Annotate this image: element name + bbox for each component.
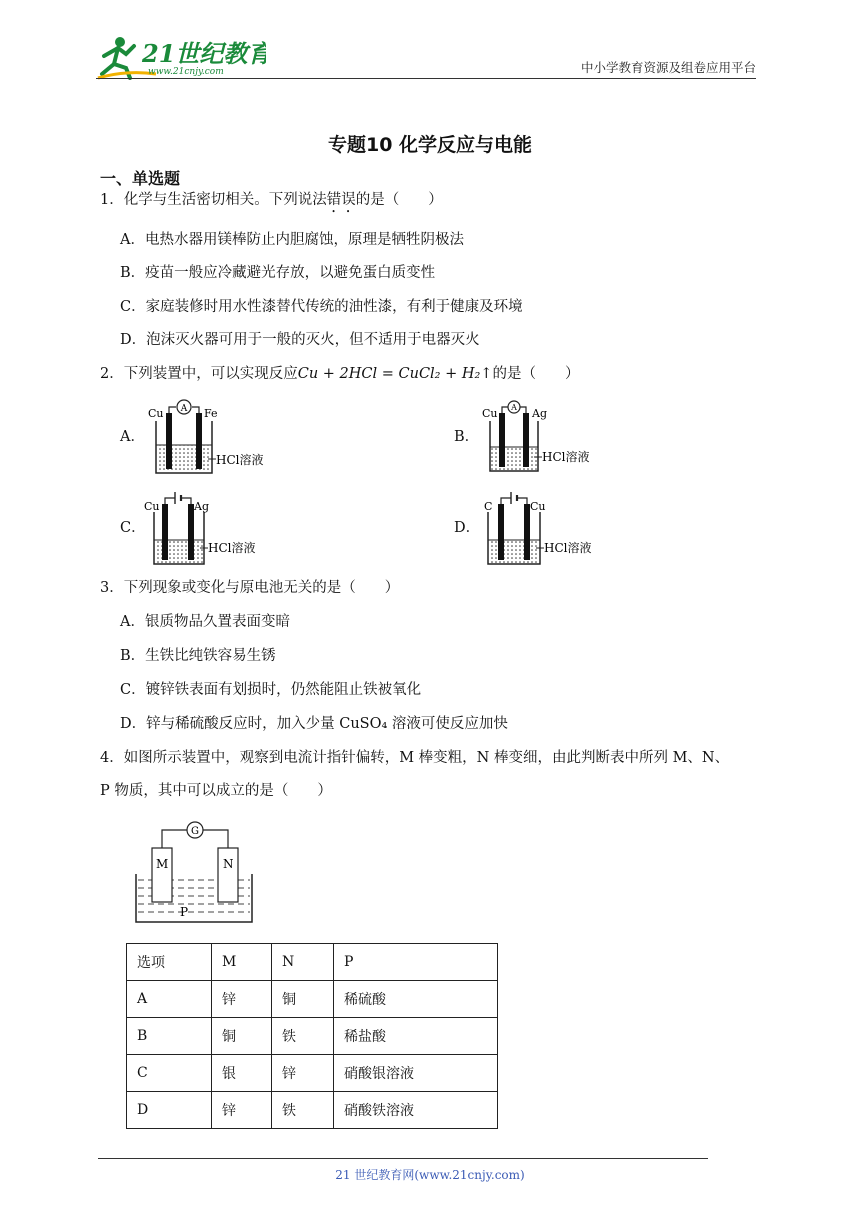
- table-cell: 铜: [212, 1018, 272, 1055]
- device-a-left-electrode: Cu: [148, 407, 164, 420]
- device-c-diagram: [144, 488, 274, 568]
- table-row: [127, 981, 498, 1018]
- page-title: 专题10 化学反应与电能: [327, 134, 533, 156]
- device-a-diagram: [146, 395, 276, 477]
- q4-left-electrode: M: [156, 857, 169, 871]
- table-header-cell: P: [334, 944, 498, 981]
- table-header-cell: N: [272, 944, 334, 981]
- device-d-diagram: [478, 488, 608, 568]
- device-b-left-electrode: Cu: [482, 407, 498, 420]
- q3-option-d: D．锌与稀硫酸反应时，加入少量 CuSO₄ 溶液可使反应加快: [120, 716, 508, 732]
- battery-icon: [511, 492, 517, 504]
- device-a-right-electrode: Fe: [204, 407, 218, 420]
- device-b-meter: A: [511, 403, 517, 412]
- table-cell: 铁: [272, 1092, 334, 1129]
- question-3-stem: 3．下列现象或变化与原电池无关的是（ ）: [100, 580, 400, 596]
- q2-label-a: A．: [120, 429, 145, 445]
- table-cell: 稀硫酸: [334, 981, 498, 1018]
- q1-option-d: D．泡沫灭火器可用于一般的灭火，但不适用于电器灭火: [120, 332, 480, 348]
- header-divider: [96, 78, 756, 79]
- footer-divider: [98, 1158, 708, 1159]
- q1-option-c: C．家庭装修时用水性漆替代传统的油性漆，有利于健康及环境: [120, 299, 523, 315]
- table-cell: 硝酸铁溶液: [334, 1092, 498, 1129]
- table-header-cell: 选项: [127, 944, 212, 981]
- table-cell: 银: [212, 1055, 272, 1092]
- device-a-meter: A: [180, 404, 188, 414]
- q2-label-b: B．: [454, 429, 480, 445]
- site-logo: [96, 34, 266, 80]
- question-4-stem-line2: P 物质，其中可以成立的是（ ）: [100, 783, 332, 799]
- q4-options-table: [126, 943, 498, 1129]
- q2-label-d: D．: [454, 520, 481, 536]
- table-header-cell: M: [212, 944, 272, 981]
- q1-suffix: 的是（ ）: [355, 192, 443, 208]
- table-header-row: [127, 944, 498, 981]
- device-b-right-electrode: Ag: [532, 407, 547, 420]
- q2-suffix: 的是（ ）: [492, 366, 580, 382]
- section-heading: 一、单选题: [100, 169, 181, 188]
- question-1-stem: [100, 190, 443, 216]
- table-cell: B: [127, 1018, 212, 1055]
- table-cell: 铁: [272, 1018, 334, 1055]
- table-cell: 锌: [272, 1055, 334, 1092]
- q3-option-c: C．镀锌铁表面有划损时，仍然能阻止铁被氧化: [120, 682, 422, 698]
- question-4-stem-line1: 4．如图所示装置中，观察到电流计指针偏转，M 棒变粗，N 棒变细，由此判断表中所列 M、N、: [100, 750, 730, 766]
- question-2-stem: [100, 364, 579, 384]
- battery-icon: [175, 492, 181, 504]
- logo-url: www.21cnjy.com: [148, 67, 224, 77]
- table-row: [127, 1092, 498, 1129]
- logo-text: 21世纪教育: [142, 39, 266, 68]
- table-cell: 硝酸银溶液: [334, 1055, 498, 1092]
- device-c-right-electrode: Ag: [194, 500, 209, 513]
- table-cell: 铜: [272, 981, 334, 1018]
- q4-solution-label: P: [180, 905, 189, 919]
- q4-right-electrode: N: [223, 857, 234, 871]
- table-cell: 锌: [212, 981, 272, 1018]
- device-d-right-electrode: Cu: [530, 500, 546, 513]
- q3-option-b: B．生铁比纯铁容易生锈: [120, 648, 276, 664]
- q2-equation: Cu + 2HCl = CuCl₂ + H₂↑: [297, 366, 493, 382]
- device-c-left-electrode: Cu: [144, 500, 160, 513]
- q1-option-b: B．疫苗一般应冷藏避光存放，以避免蛋白质变性: [120, 265, 436, 281]
- q3-option-a: A．银质物品久置表面变暗: [120, 614, 290, 630]
- table-cell: D: [127, 1092, 212, 1129]
- q4-meter-label: G: [191, 826, 199, 837]
- table-cell: 锌: [212, 1092, 272, 1129]
- device-b-diagram: [478, 395, 608, 477]
- q1-emphasis: 错误: [326, 192, 356, 208]
- q1-option-a: A．电热水器用镁棒防止内胆腐蚀，原理是牺牲阴极法: [120, 232, 464, 248]
- device-d-left-electrode: C: [484, 500, 493, 513]
- table-cell: A: [127, 981, 212, 1018]
- device-b-solution: HCl溶液: [542, 450, 590, 464]
- q2-label-c: C．: [120, 520, 146, 536]
- platform-text: 中小学教育资源及组卷应用平台: [580, 60, 756, 75]
- device-d-solution: HCl溶液: [544, 541, 592, 555]
- device-a-solution: HCl溶液: [216, 453, 264, 467]
- table-cell: C: [127, 1055, 212, 1092]
- footer-text: 21 世纪教育网(www.21cnjy.com): [335, 1168, 525, 1182]
- table-row: [127, 1018, 498, 1055]
- q2-prefix: 2．下列装置中，可以实现反应: [100, 366, 298, 382]
- device-c-solution: HCl溶液: [208, 541, 256, 555]
- table-row: [127, 1055, 498, 1092]
- q4-galvanic-cell-diagram: [130, 818, 260, 928]
- table-cell: 稀盐酸: [334, 1018, 498, 1055]
- q1-prefix: 1．化学与生活密切相关。下列说法: [100, 192, 327, 208]
